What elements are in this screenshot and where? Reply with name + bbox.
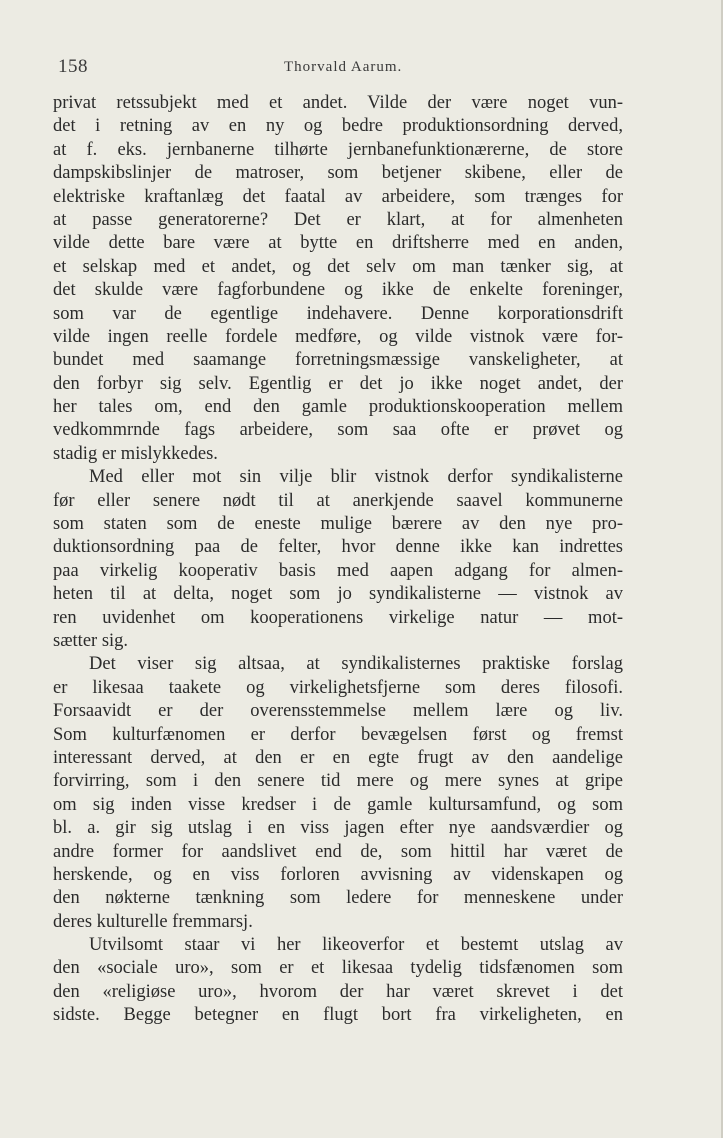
text-line: andre former for aandslivet end de, som hittil har været de (53, 841, 623, 862)
text-line: et selskap med et andet, og det selv om man tænker sig, at (53, 256, 623, 277)
text-line: sidste. Begge betegner en flugt bort fra virkeligheten, en (53, 1005, 623, 1026)
text-line: duktionsordning paa de felter, hvor denne ikke kan indrettes (53, 537, 623, 558)
text-line: privat retssubjekt med et andet. Vilde der være noget vun- (53, 93, 623, 113)
text-line: dampskibslinjer de matroser, som betjener skibene, eller de (53, 163, 623, 184)
body-text (53, 92, 623, 1028)
text-line: om sig inden visse kredser i de gamle kultursamfund, og som (53, 794, 623, 815)
text-line: den nøkterne tænkning som ledere for menneskene under (53, 888, 623, 909)
text-line: er likesaa taakete og virkelighetsfjerne som deres filosofi. (53, 677, 623, 698)
text-line: som var de egentlige indehavere. Denne korporationsdrift (53, 303, 623, 324)
text-line: elektriske kraftanlæg det faatal av arbeidere, som trænges for (53, 186, 623, 207)
running-head: Thorvald Aarum. (284, 59, 403, 75)
text-line: sætter sig. (53, 630, 129, 651)
text-line: interessant derved, at den er en egte frugt av den aandelige (53, 747, 623, 768)
page-number: 158 (58, 56, 88, 77)
text-line: som staten som de eneste mulige bærere av den nye pro- (53, 514, 623, 535)
text-line: vilde dette bare være at bytte en driftsherre med en anden, (53, 233, 623, 254)
text-line: at passe generatorerne? Det er klart, at for almenheten (53, 209, 623, 230)
text-line: det i retning av en ny og bedre produktionsordning derved, (53, 116, 623, 137)
text-line: Med eller mot sin vilje blir vistnok derfor syndikalisterne (89, 467, 623, 488)
text-line: Utvilsomt staar vi her likeoverfor et bestemt utslag av (89, 935, 623, 956)
text-line: at f. eks. jernbanerne tilhørte jernbanefunktionærerne, de store (53, 139, 623, 160)
paragraph (53, 934, 623, 1028)
text-line: før eller senere nødt til at anerkjende saavel kommunerne (53, 490, 623, 511)
text-line: bundet med saamange forretningsmæssige vanskeligheter, at (53, 350, 623, 371)
text-line: heten til at delta, noget som jo syndikalisterne — vistnok av (53, 584, 623, 605)
text-line: Forsaavidt er der overensstemmelse mellem lære og liv. (53, 701, 623, 722)
paragraph (53, 92, 623, 466)
text-line: vedkommrnde fags arbeidere, som saa ofte er prøvet og (53, 420, 623, 441)
text-line: den forbyr sig selv. Egentlig er det jo ikke noget andet, der (53, 373, 623, 394)
text-line: Som kulturfænomen er derfor bevægelsen først og fremst (53, 724, 623, 745)
text-line: paa virkelig kooperativ basis med aapen adgang for almen- (53, 560, 623, 581)
paragraph (53, 466, 623, 653)
text-line: her tales om, end den gamle produktionskooperation mellem (53, 397, 623, 418)
text-line: vilde ingen reelle fordele medføre, og vilde vistnok være for- (53, 326, 623, 347)
text-line: stadig er mislykkedes. (53, 443, 218, 464)
text-line: den «religiøse uro», hvorom der har været skrevet i det (53, 981, 623, 1002)
paragraph (53, 653, 623, 934)
text-line: det skulde være fagforbundene og ikke de enkelte foreninger, (53, 280, 623, 301)
text-line: herskende, og en viss forloren avvisning av videnskapen og (53, 864, 623, 885)
text-line: Det viser sig altsaa, at syndikalisternes praktiske forslag (89, 654, 623, 675)
text-line: den «sociale uro», som er et likesaa tydelig tidsfænomen som (53, 958, 623, 979)
text-line: deres kulturelle fremmarsj. (53, 911, 253, 932)
text-line: bl. a. gir sig utslag i en viss jagen efter nye aandsværdier og (53, 818, 623, 839)
text-line: ren uvidenhet om kooperationens virkelige natur — mot- (53, 607, 623, 628)
page-header (58, 56, 620, 78)
text-line: forvirring, som i den senere tid mere og mere synes at gripe (53, 771, 623, 792)
